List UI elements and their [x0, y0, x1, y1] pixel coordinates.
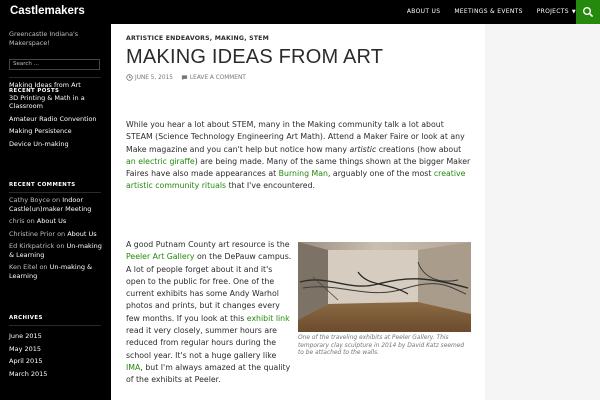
divider — [9, 192, 101, 193]
archive-link[interactable]: April 2015 — [9, 357, 43, 365]
comment-post-link[interactable]: Un-making & Learning — [9, 263, 93, 280]
recent-post-link[interactable]: Making Persistence — [9, 127, 72, 135]
comment-separator: on — [55, 229, 68, 238]
primary-navigation — [393, 0, 576, 24]
site-header — [0, 0, 600, 24]
post-figure — [298, 242, 471, 358]
paragraph-text: on the DePauw campus. A lot of people forget about it and it's open to the public for free. One of the current exhibits has some Andy Warhol photos and prints, but it changes every few months. If you look at this — [126, 252, 292, 323]
peeler-art-gallery-link[interactable]: Peeler Art Gallery — [126, 252, 195, 262]
comment-post-link[interactable]: About Us — [36, 217, 67, 225]
comment-post-link[interactable]: Indoor Castle(un)maker Meeting — [9, 196, 92, 213]
burning-man-link[interactable]: Burning Man — [278, 169, 328, 179]
recent-comments-list — [9, 196, 103, 284]
nav-about-us[interactable]: ABOUT US — [406, 8, 441, 15]
site-title-link[interactable]: Castlemakers — [10, 5, 85, 17]
recent-comment — [9, 263, 103, 280]
comment-post-link[interactable]: Un-making & Learning — [9, 242, 102, 259]
site-tagline: Greencastle Indiana's Makerspace! — [9, 30, 79, 47]
recent-post-link[interactable]: Device Un-making — [9, 139, 69, 148]
post-meta — [126, 74, 246, 81]
electric-giraffe-link[interactable]: an electric giraffe — [126, 156, 195, 166]
sidebar — [0, 24, 111, 400]
nav-projects-label: PROJECTS — [536, 8, 569, 15]
comment-author: Cathy Boyce — [9, 196, 50, 204]
recent-post-link[interactable]: Amateur Radio Convention — [9, 114, 97, 123]
archives-heading: ARCHIVES — [9, 315, 43, 321]
post-title: MAKING IDEAS FROM ART — [126, 46, 384, 68]
search-icon — [582, 6, 594, 18]
paragraph-text: that I've encountered. — [226, 181, 316, 191]
comment-separator: on — [54, 242, 67, 250]
recent-comment — [9, 230, 103, 239]
clock-icon — [126, 74, 133, 81]
search-toggle-button[interactable] — [576, 0, 600, 24]
archive-link[interactable]: May 2015 — [9, 344, 42, 353]
comment-post-link[interactable]: About Us — [67, 229, 97, 238]
recent-posts-list — [9, 81, 103, 152]
paragraph-text: While you hear a lot about STEM, many in the Making community talk a lot about STEAM (Science Technology Engineering Art Math). Attend a Maker Faire or look at any Make magazine and you can't help but notice how many — [126, 120, 465, 154]
comment-author: Ken Eitel — [9, 263, 38, 271]
paragraph-text: creations (how about — [376, 144, 462, 154]
community-rituals-link[interactable]: creative artistic community rituals — [126, 169, 466, 191]
archives-list — [9, 332, 103, 382]
caret-down-icon: ▼ — [571, 9, 576, 15]
figure-caption: One of the traveling exhibits at Peeler Gallery. This temporary clay sculpture in 2014 by David Katz seemed to be attached to the walls. — [298, 335, 465, 357]
exhibit-link[interactable]: exhibit link — [246, 313, 290, 323]
recent-comment — [9, 217, 103, 226]
post-paragraph-1 — [126, 119, 472, 193]
archive-link[interactable]: March 2015 — [9, 369, 48, 378]
recent-post-link[interactable]: 3D Printing & Math in a Classroom — [9, 93, 85, 110]
gallery-exhibit-photo[interactable] — [298, 242, 471, 332]
recent-comments-heading: RECENT COMMENTS — [9, 182, 76, 188]
paragraph-text: ) are being made. Many of the same things shown at the bigger Maker Faires have also made appearances at — [126, 156, 471, 179]
comment-separator: on — [49, 196, 63, 204]
divider — [9, 325, 101, 326]
post-categories[interactable]: ARTISTICE ENDEAVORS, MAKING, STEM — [126, 35, 269, 42]
sidebar-search-input[interactable]: Search ... — [9, 59, 100, 70]
post-date[interactable]: JUNE 5, 2015 — [135, 74, 173, 81]
recent-posts-heading: RECENT POSTS — [9, 88, 60, 94]
recent-post-link[interactable]: Making Ideas from Art — [9, 81, 81, 89]
recent-comment — [9, 242, 103, 259]
comment-separator: on — [24, 217, 37, 225]
comment-icon — [181, 74, 188, 81]
paragraph-text: , but I'm always amazed at the quality of the exhibits at Peeler. — [126, 362, 291, 385]
paragraph-text: A good Putnam County art resource is the — [126, 240, 290, 249]
post-paragraph-2 — [126, 239, 292, 387]
archive-link[interactable]: June 2015 — [9, 332, 42, 340]
paragraph-emphasis: artistic — [349, 144, 377, 154]
leave-comment-link[interactable]: LEAVE A COMMENT — [189, 74, 246, 81]
comment-author: Christine Prior — [9, 229, 55, 238]
paragraph-text: , arguably one of the most — [327, 169, 434, 179]
nav-projects[interactable] — [537, 0, 576, 24]
nav-meetings-events[interactable]: MEETINGS & EVENTS — [454, 8, 523, 15]
divider — [9, 77, 101, 78]
ima-link[interactable]: IMA — [126, 362, 141, 372]
paragraph-text: read it very closely, summer hours are reduced from regular hours during the school year. It's not a huge gallery like — [126, 326, 277, 360]
recent-comment — [9, 196, 103, 213]
comment-author: chris — [9, 217, 25, 225]
comment-separator: on — [37, 263, 50, 271]
comment-author: Ed Kirkpatrick — [9, 242, 55, 250]
